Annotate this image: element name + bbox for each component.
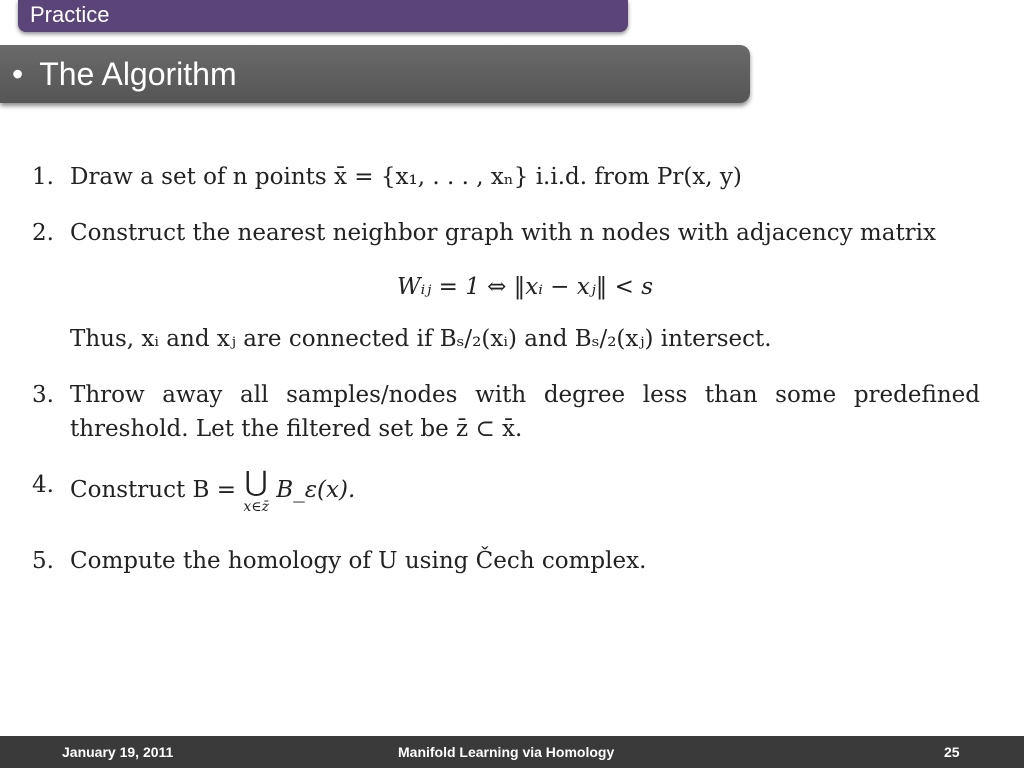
- list-item-text: Throw away all samples/nodes with degree less than some predefined threshold. Let the filtered set be z̄ ⊂ x̄.: [70, 382, 980, 442]
- list-number: 2.: [32, 220, 54, 246]
- list-item-text: Compute the homology of U using Čech complex.: [70, 548, 647, 574]
- algorithm-list: [32, 160, 980, 600]
- slide-title-bar: [0, 45, 750, 103]
- slide-footer: [0, 736, 1024, 768]
- section-label-text: Practice: [30, 2, 110, 27]
- adjacency-equation: Wᵢⱼ = 1 ⇔ ‖xᵢ − xⱼ‖ < s: [397, 274, 653, 300]
- list-item-text: Draw a set of n points x̄ = {x₁, . . . , xₙ} i.i.d. from Pr(x, y): [70, 164, 742, 190]
- title-bullet: •: [12, 56, 24, 92]
- list-item-5: [32, 544, 980, 578]
- union-symbol: ⋃: [244, 465, 268, 498]
- list-item-1: [32, 160, 980, 194]
- footer-date: January 19, 2011: [62, 744, 174, 760]
- list-item-note: Thus, xᵢ and xⱼ are connected if Bₛ/₂(xᵢ) and Bₛ/₂(xⱼ) intersect.: [70, 326, 772, 352]
- list-item-text-after: B_ε(x).: [276, 477, 356, 503]
- union-operator: [243, 465, 269, 515]
- section-label: [18, 0, 628, 32]
- footer-title: Manifold Learning via Homology: [398, 744, 615, 760]
- list-item-2: [32, 216, 980, 356]
- list-number: 1.: [32, 164, 54, 190]
- list-item-3: [32, 378, 980, 446]
- list-number: 3.: [32, 382, 54, 408]
- page-number: 25: [944, 744, 960, 760]
- list-item-4: [32, 465, 980, 515]
- list-item-text: Construct the nearest neighbor graph with n nodes with adjacency matrix: [70, 220, 937, 246]
- union-subscript: x∈z̄: [243, 499, 269, 515]
- slide-title: The Algorithm: [39, 56, 237, 92]
- list-number: 5.: [32, 548, 54, 574]
- list-number: 4.: [32, 472, 54, 498]
- list-item-text: Construct B =: [70, 477, 237, 503]
